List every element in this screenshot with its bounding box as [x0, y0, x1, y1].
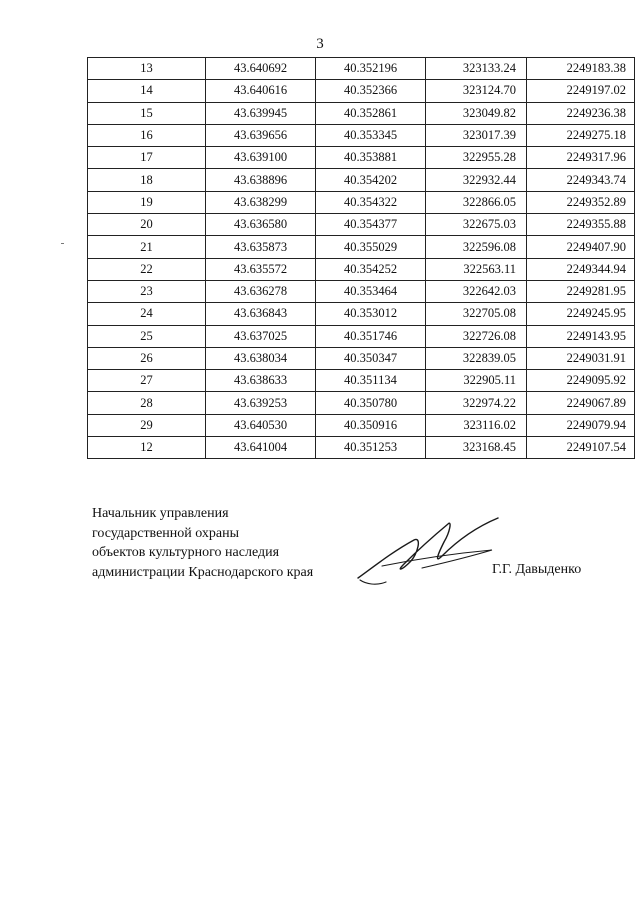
table-cell: 2249343.74	[527, 169, 635, 191]
table-row	[88, 236, 635, 258]
coordinates-table-body	[88, 58, 635, 459]
table-cell: 43.639253	[206, 392, 316, 414]
table-row	[88, 280, 635, 302]
table-cell: 43.637025	[206, 325, 316, 347]
table-cell: 2249245.95	[527, 303, 635, 325]
table-row	[88, 392, 635, 414]
coordinates-table	[87, 57, 635, 459]
table-cell: 43.636580	[206, 214, 316, 236]
table-cell: 322974.22	[426, 392, 527, 414]
table-cell: 12	[88, 437, 206, 459]
table-cell: 43.640616	[206, 80, 316, 102]
table-cell: 40.350347	[316, 347, 426, 369]
table-cell: 43.635873	[206, 236, 316, 258]
table-row	[88, 147, 635, 169]
table-cell: 43.639100	[206, 147, 316, 169]
signer-title-line-4: администрации Краснодарского края	[92, 564, 314, 580]
table-cell: 322642.03	[426, 280, 527, 302]
table-row	[88, 370, 635, 392]
table-cell: 2249352.89	[527, 191, 635, 213]
table-cell: 14	[88, 80, 206, 102]
table-cell: 40.354377	[316, 214, 426, 236]
table-cell: 40.355029	[316, 236, 426, 258]
table-cell: 43.638299	[206, 191, 316, 213]
table-cell: 322955.28	[426, 147, 527, 169]
table-row	[88, 58, 635, 80]
table-cell: 322705.08	[426, 303, 527, 325]
table-row	[88, 325, 635, 347]
table-cell: 20	[88, 214, 206, 236]
table-row	[88, 102, 635, 124]
signer-title-line-2: государственной охраны	[92, 525, 240, 541]
table-cell: 43.635572	[206, 258, 316, 280]
table-cell: 322596.08	[426, 236, 527, 258]
table-cell: 17	[88, 147, 206, 169]
table-cell: 25	[88, 325, 206, 347]
table-cell: 40.350916	[316, 414, 426, 436]
table-cell: 22	[88, 258, 206, 280]
table-cell: 43.636278	[206, 280, 316, 302]
handwritten-signature	[352, 510, 502, 590]
table-cell: 43.641004	[206, 437, 316, 459]
table-cell: 43.638633	[206, 370, 316, 392]
table-row	[88, 169, 635, 191]
table-cell: 2249031.91	[527, 347, 635, 369]
table-cell: 2249344.94	[527, 258, 635, 280]
table-cell: 40.352196	[316, 58, 426, 80]
table-cell: 323168.45	[426, 437, 527, 459]
page-number: 3	[316, 36, 324, 52]
table-cell: 40.354252	[316, 258, 426, 280]
table-row	[88, 414, 635, 436]
signer-title-line-3: объектов культурного наследия	[92, 545, 280, 560]
signer-name: Г.Г. Давыденко	[492, 562, 582, 577]
table-cell: 2249355.88	[527, 214, 635, 236]
table-cell: 322563.11	[426, 258, 527, 280]
table-row	[88, 258, 635, 280]
table-cell: 40.351253	[316, 437, 426, 459]
table-cell: 15	[88, 102, 206, 124]
table-cell: 323133.24	[426, 58, 527, 80]
table-cell: 43.638034	[206, 347, 316, 369]
table-cell: 40.353464	[316, 280, 426, 302]
table-cell: 2249107.54	[527, 437, 635, 459]
table-cell: 2249143.95	[527, 325, 635, 347]
table-cell: 322839.05	[426, 347, 527, 369]
table-cell: 2249317.96	[527, 147, 635, 169]
table-cell: 323049.82	[426, 102, 527, 124]
table-cell: 40.350780	[316, 392, 426, 414]
table-cell: 40.352861	[316, 102, 426, 124]
table-cell: 323017.39	[426, 124, 527, 146]
table-cell: 2249183.38	[527, 58, 635, 80]
table-cell: 322726.08	[426, 325, 527, 347]
table-cell: 322932.44	[426, 169, 527, 191]
table-row	[88, 214, 635, 236]
signature-block	[92, 504, 313, 582]
margin-mark	[61, 243, 64, 244]
table-cell: 24	[88, 303, 206, 325]
table-cell: 2249281.95	[527, 280, 635, 302]
table-cell: 43.640530	[206, 414, 316, 436]
table-cell: 19	[88, 191, 206, 213]
table-cell: 40.353881	[316, 147, 426, 169]
table-cell: 323116.02	[426, 414, 527, 436]
table-cell: 40.354322	[316, 191, 426, 213]
table-cell: 2249197.02	[527, 80, 635, 102]
table-cell: 43.636843	[206, 303, 316, 325]
table-cell: 40.354202	[316, 169, 426, 191]
table-cell: 323124.70	[426, 80, 527, 102]
table-cell: 26	[88, 347, 206, 369]
table-cell: 43.639656	[206, 124, 316, 146]
table-cell: 18	[88, 169, 206, 191]
table-cell: 29	[88, 414, 206, 436]
table-cell: 43.640692	[206, 58, 316, 80]
table-cell: 2249407.90	[527, 236, 635, 258]
table-row	[88, 124, 635, 146]
table-cell: 23	[88, 280, 206, 302]
table-cell: 322905.11	[426, 370, 527, 392]
table-cell: 2249079.94	[527, 414, 635, 436]
table-cell: 2249236.38	[527, 102, 635, 124]
table-cell: 40.352366	[316, 80, 426, 102]
signer-title-line-1: Начальник управления	[92, 506, 229, 521]
table-cell: 27	[88, 370, 206, 392]
table-cell: 2249095.92	[527, 370, 635, 392]
table-cell: 16	[88, 124, 206, 146]
table-cell: 322866.05	[426, 191, 527, 213]
table-cell: 40.351746	[316, 325, 426, 347]
table-row	[88, 347, 635, 369]
table-row	[88, 80, 635, 102]
table-cell: 21	[88, 236, 206, 258]
table-cell: 40.353345	[316, 124, 426, 146]
table-cell: 28	[88, 392, 206, 414]
table-cell: 43.639945	[206, 102, 316, 124]
table-cell: 322675.03	[426, 214, 527, 236]
table-cell: 2249067.89	[527, 392, 635, 414]
table-row	[88, 303, 635, 325]
table-cell: 43.638896	[206, 169, 316, 191]
table-row	[88, 437, 635, 459]
table-cell: 40.353012	[316, 303, 426, 325]
table-cell: 2249275.18	[527, 124, 635, 146]
table-row	[88, 191, 635, 213]
table-cell: 13	[88, 58, 206, 80]
table-cell: 40.351134	[316, 370, 426, 392]
